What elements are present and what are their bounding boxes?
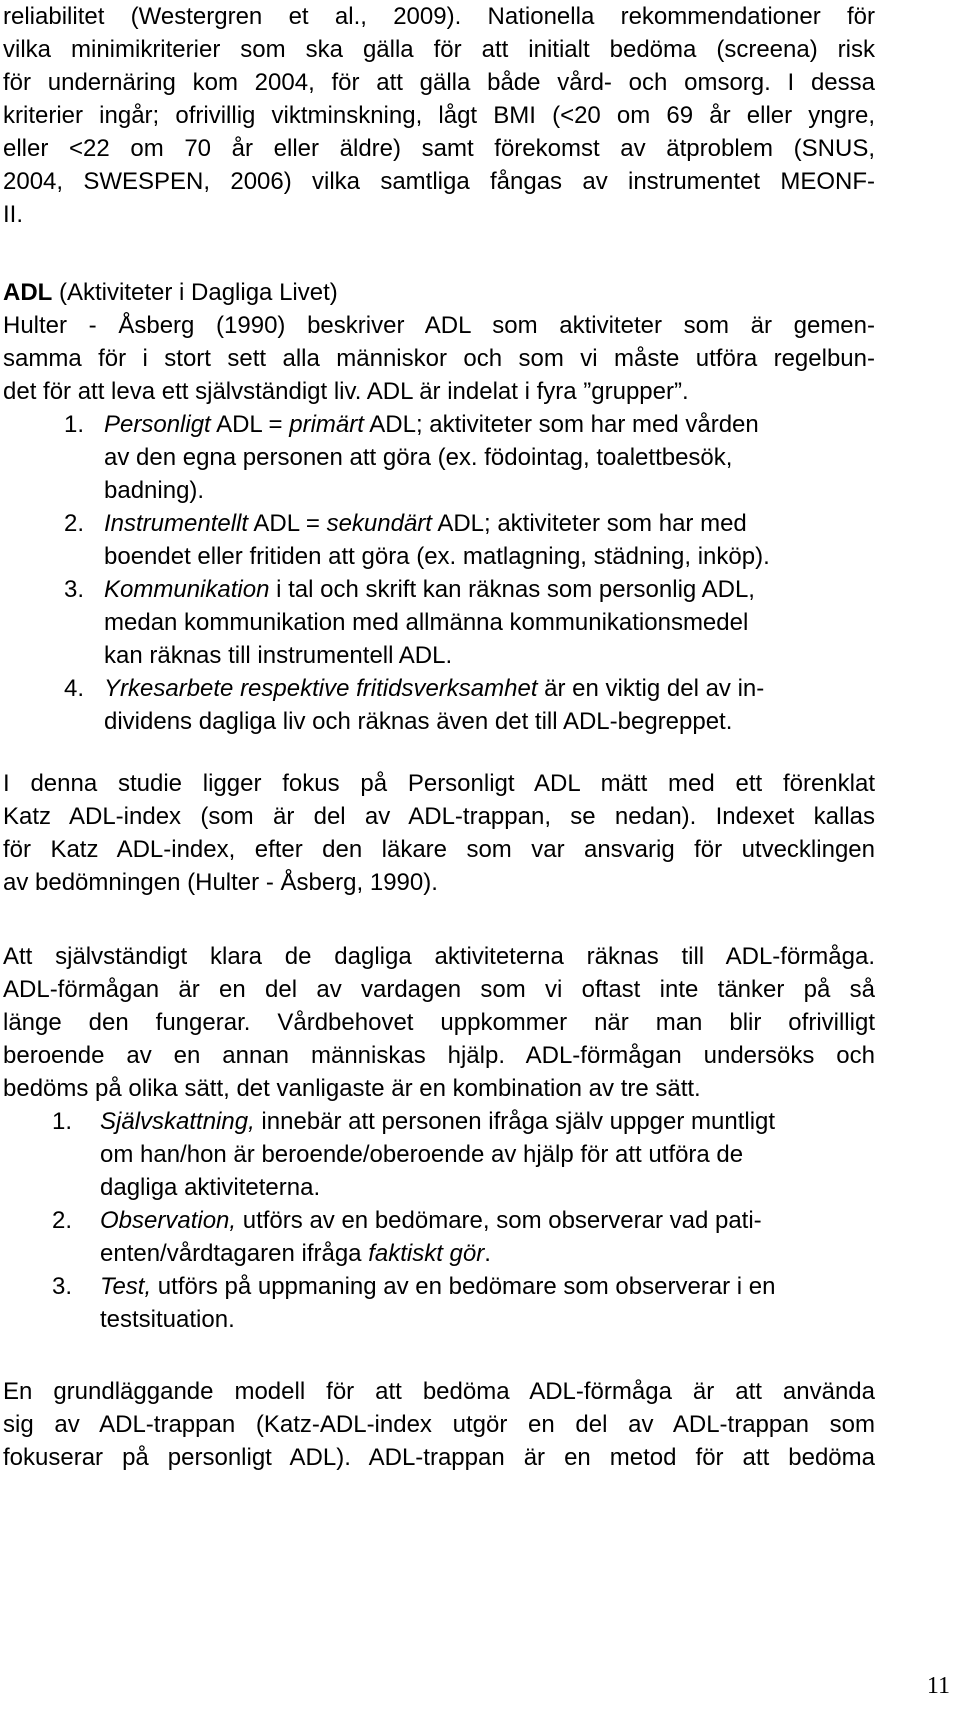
text-line: fokuserar på personligt ADL). ADL-trappan är en metod för att bedöma (3, 1444, 875, 1471)
text-line: bedöms på olika sätt, det vanligaste är en kombination av tre sätt. (3, 1075, 701, 1102)
list-item-body (100, 1204, 872, 1270)
text-run: utförs av en bedömare, som observerar vad pati- (236, 1207, 762, 1234)
text-line: sig av ADL-trappan (Katz-ADL-index utgör en del av ADL-trappan som (3, 1411, 875, 1438)
list-item-body (104, 408, 844, 507)
text-run: ADL; aktiviteter som har med (431, 510, 747, 537)
list-item-body (104, 672, 844, 738)
text-line: boendet eller fritiden att göra (ex. matlagning, städning, inköp). (104, 543, 770, 570)
list-item-body (104, 507, 864, 573)
page-number: 11 (926, 1673, 950, 1699)
group-name: Instrumentellt (104, 510, 249, 537)
text-line: för Katz ADL-index, efter den läkare som var ansvarig för utvecklingen (3, 836, 875, 863)
text-run: i tal och skrift kan räknas som personlig ADL, (269, 576, 755, 603)
adl-groups-list (64, 408, 844, 738)
text-line: för undernäring kom 2004, för att gälla både vård- och omsorg. I dessa (3, 69, 875, 96)
text-run: ADL; aktiviteter som har med vården (363, 411, 759, 438)
text-line: dividens dagliga liv och räknas även det till ADL-begreppet. (104, 708, 733, 735)
group-type: sekundärt (326, 510, 432, 537)
adl-section (3, 276, 875, 408)
text-line: Att självständigt klara de dagliga aktiviteterna räknas till ADL-förmåga. (3, 943, 875, 970)
list-number: 1. (64, 411, 85, 438)
list-item-body (104, 573, 844, 672)
list-item (64, 507, 844, 573)
group-name: Kommunikation (104, 576, 270, 603)
list-item (64, 408, 844, 507)
text-line: medan kommunikation med allmänna kommunikationsmedel (104, 609, 749, 636)
text-line: Katz ADL-index (som är del av ADL-trappan, se nedan). Indexet kallas (3, 803, 875, 830)
adl-formaga-paragraph (3, 940, 875, 1105)
text-line: vilka minimikriterier som ska gälla för att initialt bedöma (screena) risk (3, 36, 875, 63)
adl-trappan-paragraph (3, 1375, 875, 1474)
text-run: ADL = (210, 411, 290, 438)
group-name: Personligt (104, 411, 211, 438)
text-run: enten/vårdtagaren ifråga (100, 1240, 369, 1267)
method-name: Test, (100, 1273, 152, 1300)
text-run: utförs på uppmaning av en bedömare som observerar i en (151, 1273, 776, 1300)
text-line: beroende av en annan människas hjälp. ADL-förmågan undersöks och (3, 1042, 875, 1069)
text-run: ADL = (248, 510, 327, 537)
text-line: ADL-förmågan är en del av vardagen som vi oftast inte tänker på så (3, 976, 875, 1003)
text-line: samma för i stort sett alla människor och som vi måste utföra regelbun- (3, 345, 875, 372)
list-number: 2. (52, 1207, 73, 1234)
list-item (52, 1105, 872, 1204)
text-line: II. (3, 201, 24, 228)
text-run: . (484, 1240, 491, 1267)
list-item-body (100, 1270, 872, 1336)
text-line: om han/hon är beroende/oberoende av hjälp för att utföra de (100, 1141, 744, 1168)
list-number: 4. (64, 675, 85, 702)
method-name: Observation, (100, 1207, 237, 1234)
katz-paragraph (3, 767, 875, 899)
text-run: är en viktig del av in- (537, 675, 765, 702)
text-line: av bedömningen (Hulter - Åsberg, 1990). (3, 869, 438, 896)
adl-heading (3, 276, 875, 309)
text-line: I denna studie ligger fokus på Personligt ADL mätt med ett förenklat (3, 770, 875, 797)
text-run: innebär att personen ifråga själv uppger muntligt (254, 1108, 776, 1135)
list-item (64, 573, 844, 672)
text-line: eller <22 om 70 år eller äldre) samt förekomst av ätproblem (SNUS, (3, 135, 875, 162)
text-line: av den egna personen att göra (ex. födointag, toalettbesök, (104, 444, 733, 471)
assessment-methods-list (52, 1105, 872, 1336)
text-line: kriterier ingår; ofrivillig viktminskning, lågt BMI (<20 om 69 år eller yngre, (3, 102, 875, 129)
group-name: Yrkesarbete respektive fritidsverksamhet (104, 675, 538, 702)
text-line: det för att leva ett självständigt liv. ADL är indelat i fyra ”grupper”. (3, 378, 689, 405)
list-number: 2. (64, 510, 85, 537)
text-line: 2004, SWESPEN, 2006) vilka samtliga fångas av instrumentet MEONF- (3, 168, 875, 195)
text-line: reliabilitet (Westergren et al., 2009). Nationella rekommendationer för (3, 3, 875, 30)
emphasis: faktiskt gör (368, 1240, 485, 1267)
list-item-body (100, 1105, 872, 1204)
list-number: 3. (52, 1273, 73, 1300)
text-line: badning). (104, 477, 205, 504)
adl-heading-bold: ADL (3, 279, 53, 306)
intro-paragraph (3, 0, 875, 231)
text-line: dagliga aktiviteterna. (100, 1174, 321, 1201)
text-line: En grundläggande modell för att bedöma ADL-förmåga är att använda (3, 1378, 875, 1405)
method-name: Självskattning, (100, 1108, 255, 1135)
list-item (64, 672, 844, 738)
group-type: primärt (289, 411, 364, 438)
text-line: länge den fungerar. Vårdbehovet uppkommer när man blir ofrivilligt (3, 1009, 875, 1036)
adl-heading-rest: (Aktiviteter i Dagliga Livet) (52, 279, 338, 306)
text-line: Hulter - Åsberg (1990) beskriver ADL som aktiviteter som är gemen- (3, 312, 875, 339)
list-item (52, 1270, 872, 1336)
list-item (52, 1204, 872, 1270)
text-line: kan räknas till instrumentell ADL. (104, 642, 453, 669)
list-number: 1. (52, 1108, 73, 1135)
list-number: 3. (64, 576, 85, 603)
text-line: testsituation. (100, 1306, 235, 1333)
